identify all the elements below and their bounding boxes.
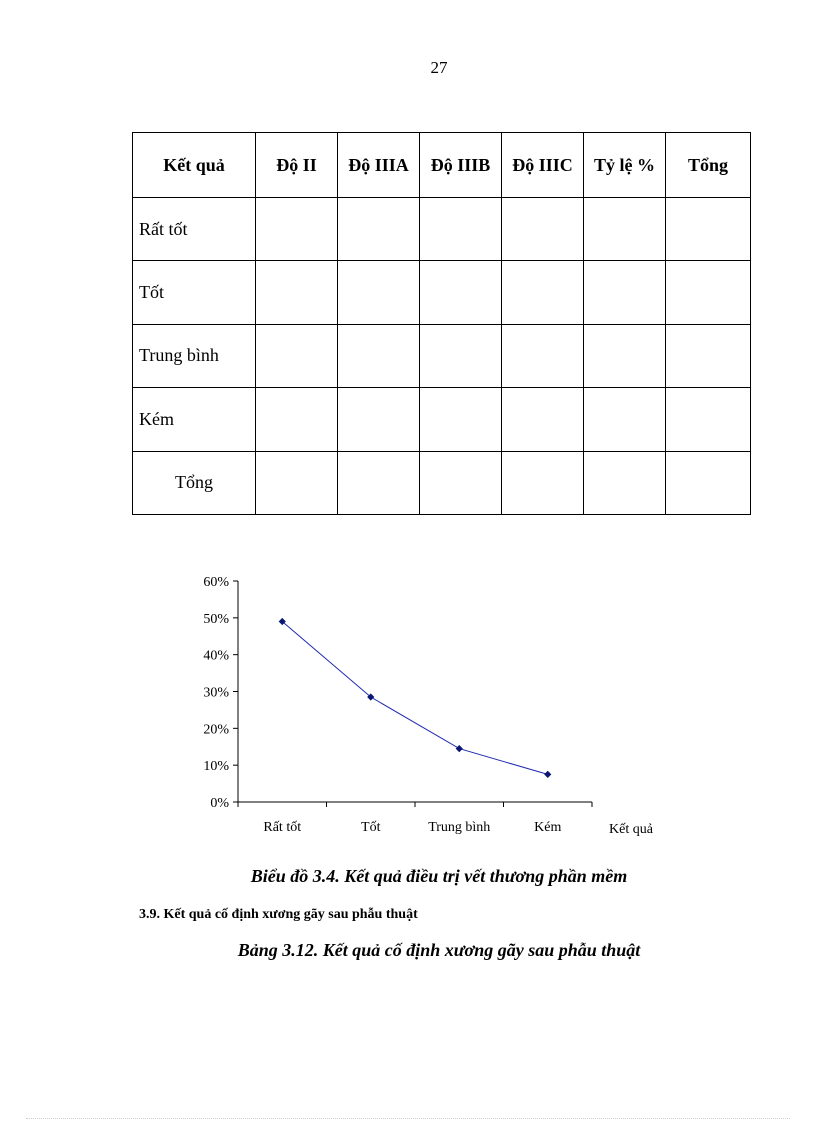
header-tong: Tổng bbox=[666, 133, 751, 198]
x-tick-label: Trung bình bbox=[428, 820, 491, 835]
table-cell bbox=[666, 261, 751, 324]
header-ty-le: Tỷ lệ % bbox=[584, 133, 666, 198]
table-cell bbox=[502, 451, 584, 514]
footer-divider bbox=[26, 1118, 790, 1119]
table-cell bbox=[256, 451, 338, 514]
table-cell bbox=[420, 198, 502, 261]
page-number: 27 bbox=[430, 58, 448, 77]
y-tick-label: 30% bbox=[203, 685, 229, 701]
table-cell bbox=[420, 388, 502, 451]
y-tick-label: 50% bbox=[203, 611, 229, 627]
y-tick-label: 0% bbox=[210, 796, 229, 811]
table-row bbox=[133, 324, 751, 387]
table-cell bbox=[502, 324, 584, 387]
table-header-row bbox=[133, 133, 751, 198]
results-table bbox=[132, 132, 751, 515]
row-label: Trung bình bbox=[133, 324, 256, 387]
table-cell bbox=[584, 261, 666, 324]
row-label: Tốt bbox=[133, 261, 256, 324]
data-point bbox=[456, 745, 463, 752]
table-cell bbox=[584, 324, 666, 387]
table-cell bbox=[256, 198, 338, 261]
table-cell bbox=[502, 388, 584, 451]
table-caption: Bảng 3.12. Kết quả cố định xương gãy sau phẫu thuật bbox=[237, 940, 641, 960]
table-cell bbox=[338, 451, 420, 514]
table-cell bbox=[256, 388, 338, 451]
table-cell bbox=[502, 261, 584, 324]
table-cell bbox=[584, 388, 666, 451]
x-tick-label: Rất tốt bbox=[263, 820, 302, 835]
table-cell bbox=[338, 198, 420, 261]
table-row bbox=[133, 261, 751, 324]
table-cell bbox=[666, 324, 751, 387]
row-label: Kém bbox=[133, 388, 256, 451]
table-cell bbox=[666, 198, 751, 261]
table-cell bbox=[666, 451, 751, 514]
line-chart bbox=[190, 566, 680, 846]
y-tick-label: 40% bbox=[203, 648, 229, 664]
table-row bbox=[133, 388, 751, 451]
data-point bbox=[544, 771, 551, 778]
chart-caption: Biểu đồ 3.4. Kết quả điều trị vết thương phần mềm bbox=[250, 866, 628, 886]
y-tick-label: 20% bbox=[203, 722, 229, 738]
header-ket-qua: Kết quả bbox=[133, 133, 256, 198]
table-cell bbox=[338, 261, 420, 324]
table-cell bbox=[420, 451, 502, 514]
header-do-iiic: Độ IIIC bbox=[502, 133, 584, 198]
series-line bbox=[282, 622, 548, 775]
table-cell bbox=[420, 324, 502, 387]
table-row bbox=[133, 451, 751, 514]
y-tick-label: 10% bbox=[203, 759, 229, 775]
table-cell bbox=[338, 388, 420, 451]
x-tick-label: Tốt bbox=[361, 820, 381, 835]
table-row bbox=[133, 198, 751, 261]
row-label: Tổng bbox=[133, 451, 256, 514]
row-label: Rất tốt bbox=[133, 198, 256, 261]
x-tick-label: Kém bbox=[534, 820, 562, 835]
table-cell bbox=[666, 388, 751, 451]
table-cell bbox=[338, 324, 420, 387]
table-cell bbox=[502, 198, 584, 261]
table-cell bbox=[256, 261, 338, 324]
table-cell bbox=[584, 198, 666, 261]
header-do-ii: Độ II bbox=[256, 133, 338, 198]
y-tick-label: 60% bbox=[203, 575, 229, 590]
section-heading: 3.9. Kết quả cố định xương gãy sau phẫu thuật bbox=[139, 907, 418, 922]
chart-svg bbox=[190, 566, 680, 846]
x-axis-label: Kết quả bbox=[609, 822, 653, 837]
header-do-iiia: Độ IIIA bbox=[338, 133, 420, 198]
table-cell bbox=[256, 324, 338, 387]
table-cell bbox=[584, 451, 666, 514]
table-cell bbox=[420, 261, 502, 324]
header-do-iiib: Độ IIIB bbox=[420, 133, 502, 198]
